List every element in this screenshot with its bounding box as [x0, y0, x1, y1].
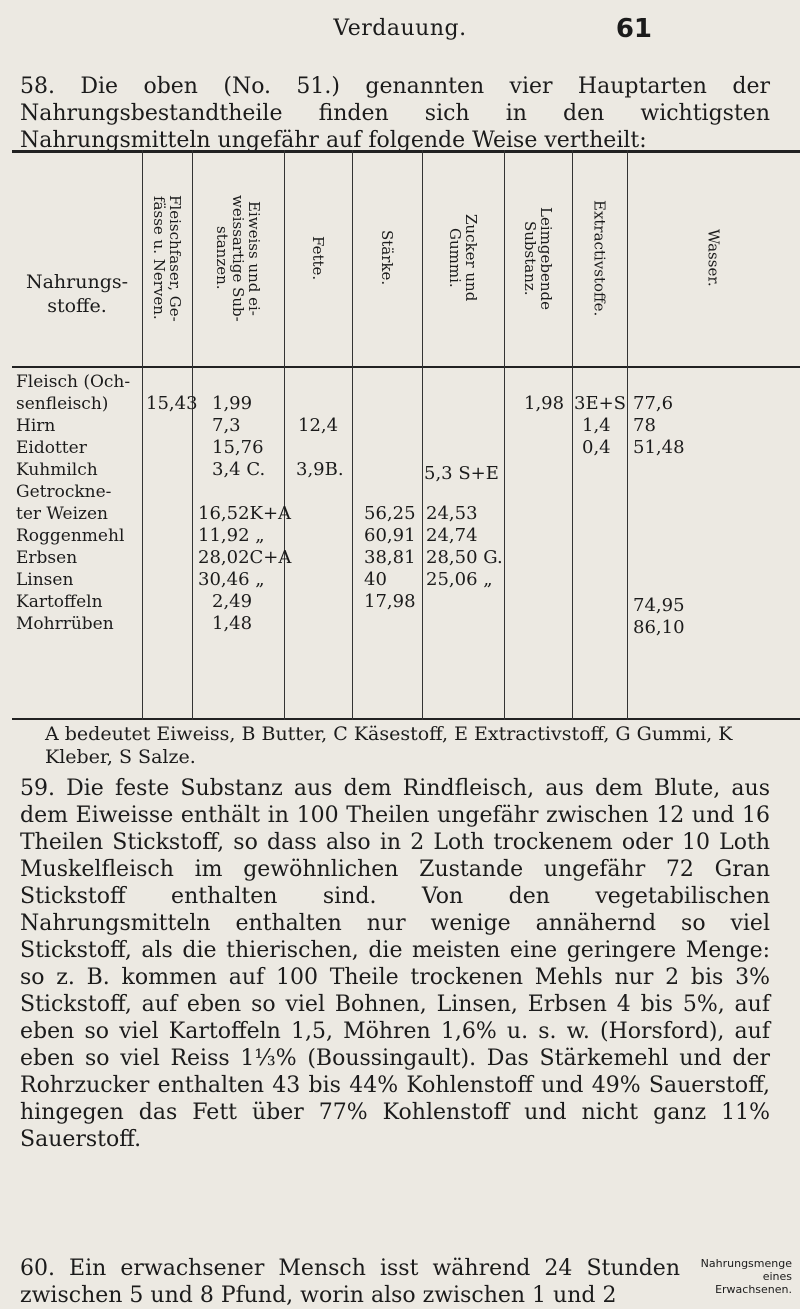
table-cell: 40 — [364, 569, 387, 590]
column-header — [572, 158, 627, 358]
column-header — [504, 158, 572, 358]
table-cell: 5,3 S+E — [424, 463, 499, 484]
column-header — [284, 158, 352, 358]
column-header-text: Fette. — [309, 235, 327, 281]
table-footnote — [45, 723, 775, 769]
column-header-text: Extractivstoffe. — [590, 199, 609, 317]
row-label: Linsen — [16, 570, 74, 590]
table-cell: 30,46 „ — [198, 569, 265, 590]
paragraph-58-text: 58. Die oben (No. 51.) genannten vier Hauptarten der Nahrungsbestandtheile finden sich in den wichtigsten Nahrungsmitteln ungefähr auf folgende Weise vertheilt: — [20, 74, 770, 153]
row-label: Eidotter — [16, 438, 87, 458]
table-cell: 3,9B. — [296, 459, 344, 480]
column-header-text: Leimgebende Substanz. — [521, 206, 555, 310]
table-cell: 1,99 — [212, 393, 253, 414]
column-header-text: Zucker und Gummi. — [446, 214, 480, 302]
table-cell: 0,4 — [582, 437, 611, 458]
table-cell: 24,53 — [426, 503, 478, 524]
column-header-text: Fleischfaser, Ge- fässe u. Nerven. — [150, 194, 184, 322]
table-cell: 1,98 — [524, 393, 565, 414]
row-label: Erbsen — [16, 548, 78, 568]
table-cell: 28,02C+A — [198, 547, 292, 568]
paragraph-59-text: 59. Die feste Substanz aus dem Rindfleisch, aus dem Blute, aus dem Eiweisse enthält in 100 Theilen ungefähr zwischen 12 und 16 Theilen Stickstoff, so dass also in 2 Loth trockenem oder 10 Loth Muskelfleisch im gewöhnlichen Zustande ungefähr 72 Gran Stickstoff enthalten sind. Von den vegetabilischen Nahrungsmitteln enthalten nur wenige annähernd so viel Stickstoff, als die thierischen, die meisten eine geringere Menge: so z. B. kommen auf 100 Theile trockenen Mehls nur 2 bis 3% Stickstoff, auf eben so viel Bohnen, Linsen, Erbsen 4 bis 5%, auf eben so viel Kartoffeln 1,5, Möhren 1,6% u. s. w. (Horsford), auf eben so viel Reiss 1⅓% (Boussingault). Das Stärkemehl und der Rohrzucker enthalten 43 bis 44% Kohlenstoff und 49% Sauerstoff, hingegen das Fett über 77% Kohlenstoff und nicht ganz 11% Sauerstoff. — [20, 776, 770, 1152]
margin-note: Nahrungsmenge eines Erwachsenen. — [700, 1257, 792, 1296]
row-label: Kuhmilch — [16, 460, 98, 480]
row-label: Roggenmehl — [16, 526, 125, 546]
page-number: 61 — [615, 14, 652, 44]
paragraph-60-text: 60. Ein erwachsener Mensch isst während 24 Stunden zwischen 5 und 8 Pfund, worin also zwischen 1 und 2 — [20, 1256, 680, 1308]
table-cell: 15,43 — [146, 393, 198, 414]
table-cell: 17,98 — [364, 591, 416, 612]
table-cell: 38,81 — [364, 547, 416, 568]
column-header — [352, 158, 422, 358]
table-cell: 28,50 G. — [426, 547, 503, 568]
row-label: Hirn — [16, 416, 56, 436]
nutrient-table — [12, 150, 800, 720]
row-label: Getrockne- — [16, 482, 112, 502]
table-first-header — [12, 270, 142, 318]
table-first-header-text: Nahrungs- stoffe. — [25, 271, 129, 317]
running-title: Verdauung. — [333, 16, 467, 41]
row-label: Fleisch (Och- — [16, 372, 131, 392]
column-header — [422, 158, 504, 358]
table-cell: 78 — [633, 415, 656, 436]
table-cell: 16,52K+A — [198, 503, 292, 524]
table-cell: 7,3 — [212, 415, 241, 436]
row-labels — [12, 371, 142, 635]
paragraph-59 — [20, 775, 770, 1153]
table-cell: 77,6 — [633, 393, 674, 414]
table-cell: 15,76 — [212, 437, 264, 458]
table-bottom-rule — [12, 718, 800, 720]
column-header — [192, 158, 284, 358]
table-cell: 3E+S — [574, 393, 627, 414]
table-footnote-text: A bedeutet Eiweiss, B Butter, C Käsestoff, E Extractivstoff, G Gummi, K Kleber, S Salze. — [45, 723, 733, 768]
row-label: ter Weizen — [16, 504, 108, 524]
row-label: Kartoffeln — [16, 592, 103, 612]
row-label: Mohrrüben — [16, 614, 114, 634]
column-header-text: Stärke. — [378, 230, 396, 286]
table-cell: 51,48 — [633, 437, 685, 458]
table-cell: 25,06 „ — [426, 569, 493, 590]
table-cell: 60,91 — [364, 525, 416, 546]
table-cell: 2,49 — [212, 591, 253, 612]
table-cell: 1,4 — [582, 415, 611, 436]
table-cell: 56,25 — [364, 503, 416, 524]
table-cell: 12,4 — [298, 415, 339, 436]
table-cell: 3,4 C. — [212, 459, 266, 480]
page-header — [0, 10, 800, 50]
table-header-rule — [12, 366, 800, 368]
paragraph-58 — [20, 73, 770, 154]
row-label: senfleisch) — [16, 394, 109, 414]
column-header — [627, 158, 800, 358]
table-cell: 11,92 „ — [198, 525, 265, 546]
table-cell: 74,95 — [633, 595, 685, 616]
table-cell: 86,10 — [633, 617, 685, 638]
table-cell: 1,48 — [212, 613, 253, 634]
table-cell: 24,74 — [426, 525, 478, 546]
column-header — [142, 158, 192, 358]
table-top-rule — [12, 150, 800, 153]
column-header-text: Eiweiss und ei- weissartige Sub- stanzen. — [213, 194, 263, 322]
paragraph-60 — [20, 1255, 680, 1309]
column-header-text: Wasser. — [704, 229, 723, 287]
